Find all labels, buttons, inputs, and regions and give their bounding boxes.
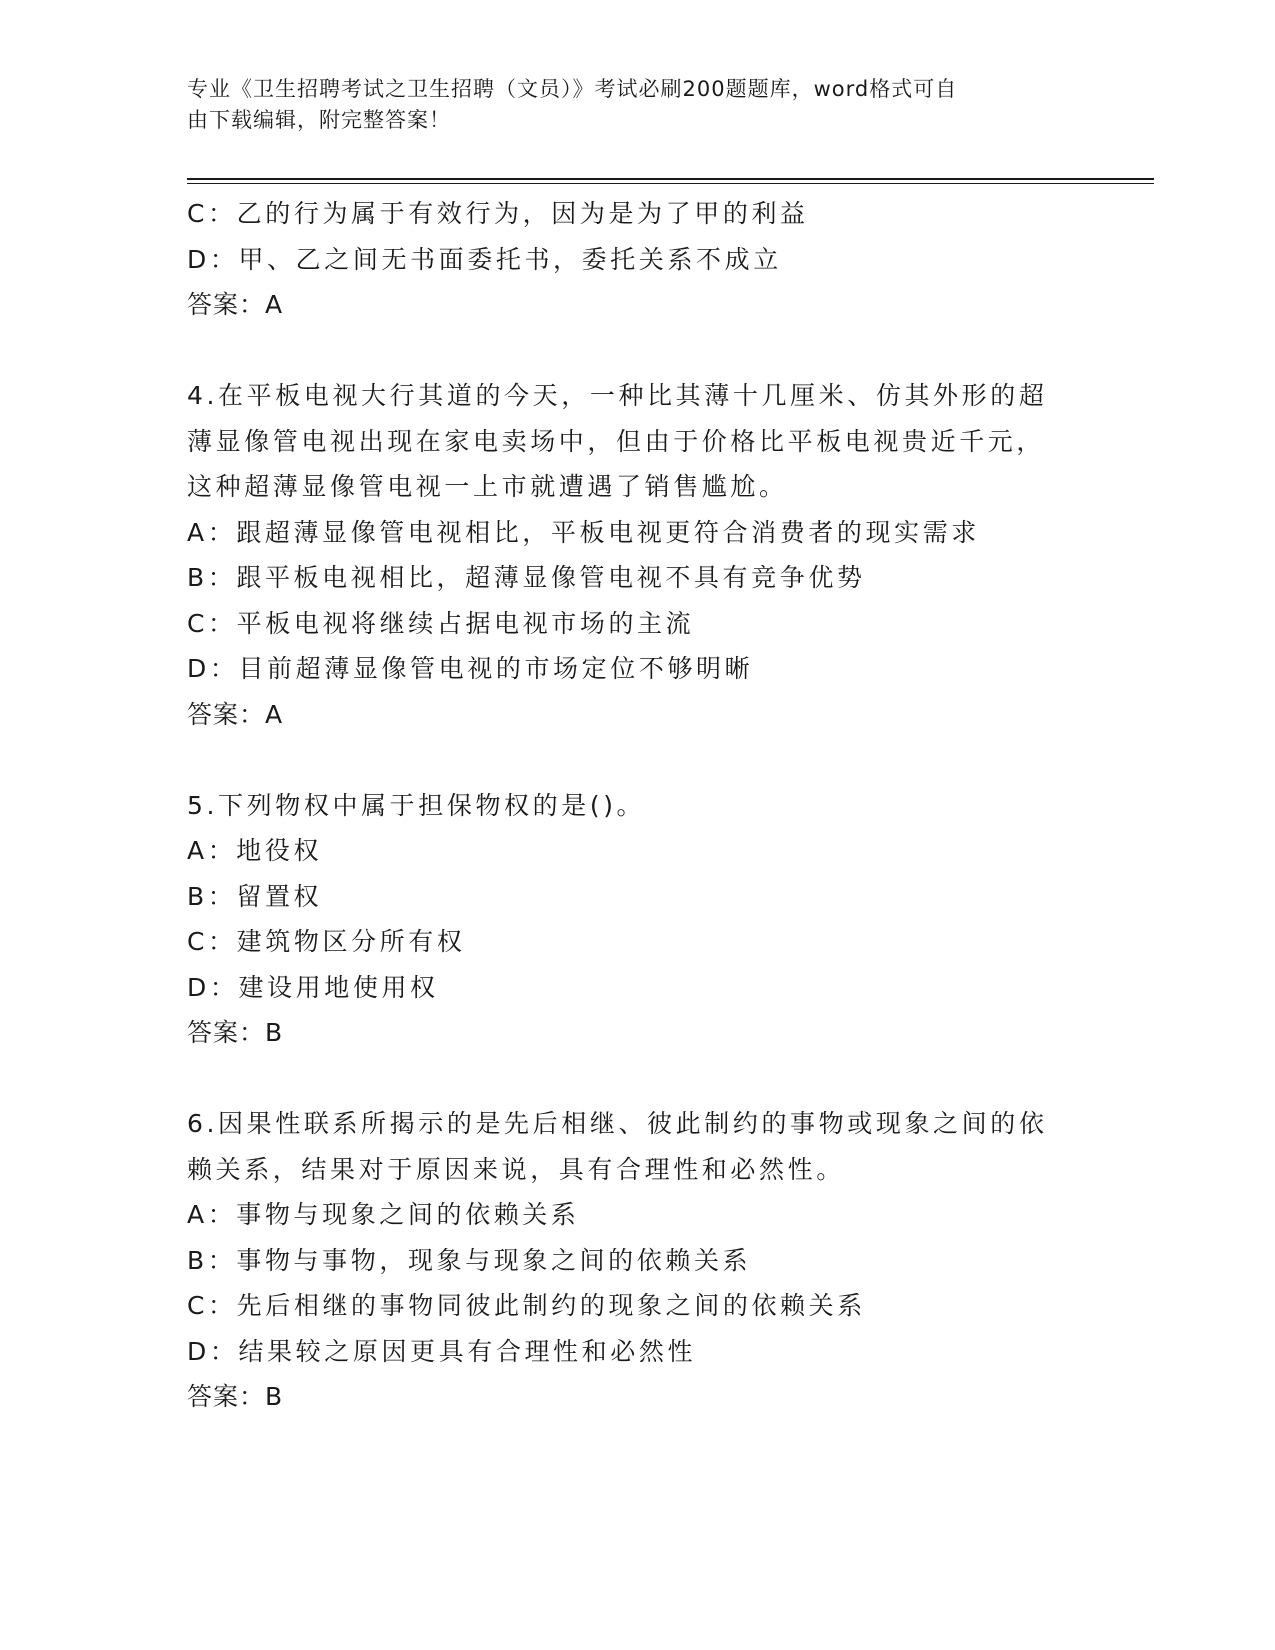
option-d: D：甲、乙之间无书面委托书，委托关系不成立 <box>187 244 782 274</box>
header-divider-thin <box>187 183 1154 184</box>
answer-label: 答案：A <box>187 699 284 729</box>
option-a: A：事物与现象之间的依赖关系 <box>187 1200 580 1229</box>
header-line-1: 专业《卫生招聘考试之卫生招聘（文员）》考试必刷200题题库，word格式可自 <box>187 77 958 101</box>
question-text: 4.在平板电视大行其道的今天，一种比其薄十几厘米、仿其外形的超 <box>187 381 1048 410</box>
option-b: B：跟平板电视相比，超薄显像管电视不具有竞争优势 <box>187 563 866 592</box>
question-text: 6.因果性联系所揭示的是先后相继、彼此制约的事物或现象之间的依 <box>187 1109 1048 1138</box>
option-c: C：乙的行为属于有效行为，因为是为了甲的利益 <box>187 199 809 228</box>
option-a: A：地役权 <box>187 836 323 865</box>
option-c: C：建筑物区分所有权 <box>187 927 466 956</box>
block-spacer <box>187 737 1067 783</box>
question-list <box>187 191 1067 1420</box>
option-c: C：先后相继的事物同彼此制约的现象之间的依赖关系 <box>187 1291 866 1320</box>
header-divider-thick <box>187 178 1154 180</box>
answer-label: 答案：B <box>187 1018 284 1047</box>
option-d: D：建设用地使用权 <box>187 972 439 1002</box>
block-spacer <box>187 1056 1067 1102</box>
question-block-4 <box>187 373 1067 737</box>
answer-label: 答案：B <box>187 1382 284 1411</box>
question-block-5 <box>187 783 1067 1056</box>
document-header <box>187 74 1067 136</box>
question-text: 薄显像管电视出现在家电卖场中，但由于价格比平板电视贵近千元， <box>187 426 1046 456</box>
option-c: C：平板电视将继续占据电视市场的主流 <box>187 608 695 638</box>
question-text: 5.下列物权中属于担保物权的是()。 <box>187 790 646 820</box>
option-a: A：跟超薄显像管电视相比，平板电视更符合消费者的现实需求 <box>187 517 980 547</box>
question-block-6 <box>187 1101 1067 1420</box>
question-block-3 <box>187 191 1067 328</box>
option-d: D：目前超薄显像管电视的市场定位不够明晰 <box>187 654 754 683</box>
question-text: 这种超薄显像管电视一上市就遭遇了销售尴尬。 <box>187 472 788 501</box>
option-b: B：留置权 <box>187 881 323 911</box>
option-b: B：事物与事物，现象与现象之间的依赖关系 <box>187 1245 752 1275</box>
block-spacer <box>187 328 1067 374</box>
question-text: 赖关系，结果对于原因来说，具有合理性和必然性。 <box>187 1154 845 1184</box>
answer-label: 答案：A <box>187 290 284 319</box>
header-line-2: 由下载编辑，附完整答案！ <box>187 108 451 132</box>
option-d: D：结果较之原因更具有合理性和必然性 <box>187 1336 697 1366</box>
